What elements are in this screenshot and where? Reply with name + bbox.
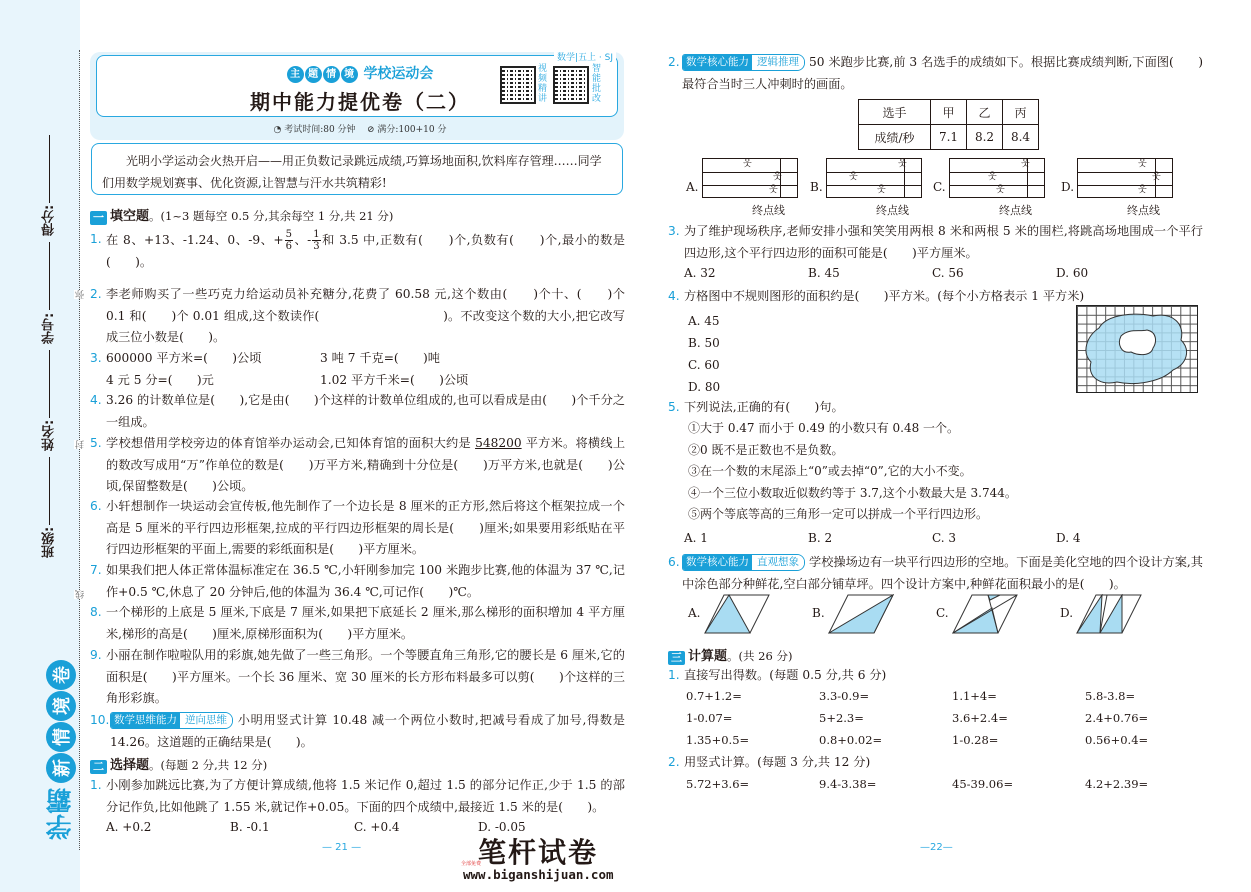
calc-row — [686, 689, 1218, 703]
option-b[interactable]: B. 50 — [688, 336, 720, 350]
runner-icon: 웃 — [1138, 159, 1147, 169]
watermark: 全部免费 笔杆试卷 www.biganshijuan.com — [461, 836, 614, 882]
statements-2-5 — [688, 418, 1017, 526]
calc-item: 3.6+2.4= — [952, 711, 1008, 725]
options-2-3 — [684, 266, 1180, 280]
qr-code-grading[interactable] — [553, 66, 589, 104]
student-info-fields — [40, 88, 59, 558]
bind-mark-xian: 线 — [76, 590, 86, 599]
question-2-1: 1. 小刚参加跳远比赛,为了方便计算成绩,他将 1.5 米记作 0,超过 1.5 的部分记作正,少于 1.5 的部分记作负,比如他跳了 1.55 米,就记作+0.05。下面的四个成绩中,最接近 1.5 米的是( )。 — [90, 778, 625, 814]
calc-item: 3.3-0.9= — [819, 689, 870, 703]
calc-row — [686, 711, 1218, 725]
bind-mark-feng: 封 — [76, 440, 86, 449]
calc-row — [686, 733, 1218, 747]
section-fill-blank: 一 填空题。(1~3 题每空 0.5 分,其余每空 1 分,共 21 分) — [90, 205, 393, 225]
theme-badge: 境 — [341, 66, 358, 83]
race-results-table: 选手 甲 乙 丙 成绩/秒 7.1 8.2 8.4 — [858, 99, 1039, 150]
runner-icon: 웃 — [773, 172, 782, 182]
question-1-5: 5. 学校想借用学校旁边的体育馆举办运动会,已知体育馆的面积大约是 548200 平方米。将横线上的数改写成用“万”作单位的数是( )万平方米,精确到十分位是( )万平方米,也就是( )公顷,保留整数是( )公顷。 — [90, 436, 625, 493]
brand-logo — [44, 660, 82, 860]
question-1-7: 7. 如果我们把人体正常体温标准定在 36.5 ℃,小轩刚参加完 100 米跑步比赛,他的体温为 37 ℃,记作+0.5 ℃,休息了 20 分钟后,他的体温为 36.4 ℃,可记作( )℃。 — [90, 563, 625, 599]
option-c[interactable]: C. 3 — [932, 531, 957, 545]
calc-item: 9.4-3.38= — [819, 777, 877, 791]
skill-tag: 数学核心能力 直观想象 — [682, 554, 805, 571]
section-title: 填空题 — [110, 209, 150, 224]
qr-label-grading: 智能批改 — [592, 64, 602, 104]
question-2-6: 6. 数学核心能力 直观想象 学校操场边有一块平行四边形的空地。下面是美化空地的四个设计方案,其中涂色部分种鲜花,空白部分铺草坪。四个设计方案中,种鲜花面积最小的是( )。 — [668, 555, 1203, 591]
name-field[interactable]: 姓名: — [40, 350, 59, 451]
runner-icon: 웃 — [996, 185, 1005, 195]
brand-pill: 情 — [46, 722, 76, 752]
section-calculation: 三 计算题。(共 26 分) — [668, 645, 792, 665]
brand-pill: 新 — [46, 753, 76, 783]
calc-item: 0.7+1.2= — [686, 689, 742, 703]
section-title: 计算题 — [688, 649, 728, 664]
question-1-6: 6. 小轩想制作一块运动会宣传板,他先制作了一个边长是 8 厘米的正方形,然后将这个框架拉成一个高是 5 厘米的平行四边形框架,拉成的平行四边形框架的周长是( )厘米;如果要用彩纸贴在平行四边形框架的平面上,需要的彩纸面积是( )平方厘米。 — [90, 499, 625, 556]
option-c[interactable]: C. +0.4 — [354, 820, 400, 834]
subject-tag: 数学|五上 · SJ — [554, 50, 616, 63]
skill-tag: 数学思维能力 逆向思维 — [110, 712, 233, 729]
statement: ④一个三位小数取近似数约等于 3.7,这个小数最大是 3.744。 — [688, 485, 1017, 500]
runner-icon: 웃 — [1021, 159, 1030, 169]
question-2-2: 2. 数学核心能力 逻辑推理 50 米跑步比赛,前 3 名选手的成绩如下。根据比赛成绩判断,下面图( )最符合当时三人冲刺时的画面。 — [668, 55, 1203, 91]
theme-badge: 主 — [287, 66, 304, 83]
calc-item: 1.35+0.5= — [686, 733, 750, 747]
question-1-8: 8. 一个梯形的上底是 5 厘米,下底是 7 厘米,如果把下底延长 2 厘米,那么梯形的面积增加 4 平方厘米,梯形的高是( )厘米,原梯形面积为( )平方厘米。 — [90, 605, 625, 641]
bind-mark-mi: 弥 — [76, 290, 86, 299]
fraction: $\frac{5}{6}$ — [285, 229, 292, 252]
question-3-1: 1. 直接写出得数。(每题 0.5 分,共 6 分) — [668, 668, 887, 682]
question-1-4: 4. 3.26 的计数单位是( ),它是由( )个这样的计数单位组成的,也可以看成是由( )个千分之一组成。 — [90, 393, 625, 429]
option-a[interactable]: A. 32 — [684, 266, 716, 280]
runner-icon: 웃 — [877, 185, 886, 195]
question-1-2: 2. 李老师购买了一些巧克力给运动员补充糖分,花费了 60.58 元,这个数由( )个十、( )个 0.1 和( )个 0.01 组成,这个数读作( )。不改变这个数的大小,把它改写成三位小数是( )。 — [90, 287, 625, 344]
qr-label-video: 视频精讲 — [538, 64, 548, 104]
theme-badge: 题 — [305, 66, 322, 83]
exam-meta — [90, 122, 630, 135]
question-2-5: 5. 下列说法,正确的有( )句。 — [668, 400, 844, 414]
theme-title: 学校运动会 — [363, 66, 434, 82]
calc-item: 0.8+0.02= — [819, 733, 883, 747]
vertical-calc-row — [686, 777, 1218, 791]
calc-item: 45-39.06= — [952, 777, 1014, 791]
calc-item: 2.4+0.76= — [1085, 711, 1149, 725]
calc-item: 1-0.28= — [952, 733, 999, 747]
statement: ③在一个数的末尾添上“0”或去掉“0”,它的大小不变。 — [688, 464, 972, 478]
irregular-shape-grid — [1076, 305, 1198, 393]
options-2-1 — [106, 820, 602, 834]
statement: ⑤两个等底等高的三角形一定可以拼成一个平行四边形。 — [688, 507, 989, 521]
question-1-10: 10. 数学思维能力 逆向思维 小明用竖式计算 10.48 减一个两位小数时,把减号看成了加号,得数是 14.26。这道题的正确结果是( )。 — [90, 713, 625, 749]
statement: ②0 既不是正数也不是负数。 — [688, 442, 844, 457]
page-number-right: —22— — [920, 842, 953, 853]
fraction: $\frac{1}{3}$ — [313, 229, 320, 252]
option-a[interactable]: A. 45 — [688, 314, 720, 328]
calc-item: 5.72+3.6= — [686, 777, 750, 791]
question-2-3: 3. 为了维护现场秩序,老师安排小强和笑笑用两根 8 米和两根 5 米的围栏,将跳高场地围成一个平行四边形,这个平行四边形的面积可能是( )平方厘米。 — [668, 224, 1203, 260]
runner-icon: 웃 — [743, 159, 752, 169]
question-2-4: 4. 方格图中不规则图形的面积约是( )平方米。(每个小方格表示 1 平方米) — [668, 289, 1085, 303]
option-b[interactable]: B. 45 — [808, 266, 840, 280]
section-title: 选择题 — [110, 758, 150, 773]
calc-item: 0.56+0.4= — [1085, 733, 1149, 747]
page-title: 期中能力提优卷（二） — [250, 90, 470, 114]
theme-line — [90, 63, 630, 83]
option-a[interactable]: A. +0.2 — [106, 820, 152, 834]
intro-box: 光明小学运动会火热开启——用正负数记录跳远成绩,巧算场地面积,饮料库存管理……同学们用数学规划赛事、优化资源,让智慧与汗水共筑精彩! — [91, 143, 623, 195]
brand-name: 学霸 — [46, 788, 76, 840]
option-c[interactable]: C. 56 — [932, 266, 964, 280]
brand-pill: 境 — [46, 691, 76, 721]
runner-icon: 웃 — [988, 172, 997, 182]
question-3-2: 2. 用竖式计算。(每题 3 分,共 12 分) — [668, 755, 871, 769]
option-d[interactable]: D. 80 — [688, 380, 721, 394]
calc-item: 5.8-3.8= — [1085, 689, 1136, 703]
question-1-1: 1. 在 8、+13、-1.24、0、-9、+ $\frac{5}{6}$ 、- $\frac{1}{3}$ 和 3.5 中,正数有( )个,负数有( )个,最小的数是( )。 — [90, 229, 625, 269]
calc-item: 4.2+2.39= — [1085, 777, 1149, 791]
runner-icon: 웃 — [1138, 185, 1147, 195]
brand-pill: 卷 — [46, 660, 76, 690]
question-1-9: 9. 小丽在制作啦啦队用的彩旗,她先做了一些三角形。一个等腰直角三角形,它的腰长是 6 厘米,它的面积是( )平方厘米。一个长 36 厘米、宽 30 厘米的长方形布料最多可以剪( )个这样的三角形彩旗。 — [90, 648, 625, 705]
options-2-4 — [688, 310, 720, 398]
full-score: ⊘ 满分:100+10 分 — [367, 125, 447, 135]
class-field[interactable]: 班级: — [40, 457, 59, 558]
runner-icon: 웃 — [898, 159, 907, 169]
qr-code-video[interactable] — [500, 66, 536, 104]
score-field[interactable]: 得分: — [40, 135, 59, 236]
exam-time: ◔ 考试时间:80 分钟 — [273, 125, 356, 135]
calc-item: 1-0.07= — [686, 711, 733, 725]
section-multiple-choice: 二 选择题。(每题 2 分,共 12 分) — [90, 754, 267, 774]
runner-icon: 웃 — [769, 185, 778, 195]
option-d[interactable]: D. -0.05 — [478, 820, 526, 834]
option-c[interactable]: C. 60 — [688, 358, 720, 372]
page-number-left: — 21 — — [322, 842, 362, 853]
option-d[interactable]: D. 4 — [1056, 531, 1081, 545]
statement: ①大于 0.47 而小于 0.49 的小数只有 0.48 一个。 — [688, 421, 960, 435]
calc-item: 5+2.3= — [819, 711, 864, 725]
option-d[interactable]: D. 60 — [1056, 266, 1089, 280]
options-2-5 — [684, 531, 1180, 545]
question-1-3: 3. 600000 平方米=( )公顷 3 吨 7 千克=( )吨 4 元 5 分=( )元 1.02 平方千米=( )公顷 — [90, 351, 469, 387]
skill-tag: 数学核心能力 逻辑推理 — [682, 54, 805, 71]
theme-badge: 情 — [323, 66, 340, 83]
student-id-field[interactable]: 学号: — [40, 242, 59, 343]
runner-icon: 웃 — [849, 172, 858, 182]
calc-item: 1.1+4= — [952, 689, 997, 703]
option-a[interactable]: A. 1 — [684, 531, 708, 545]
option-b[interactable]: B. 2 — [808, 531, 833, 545]
option-b[interactable]: B. -0.1 — [230, 820, 270, 834]
runner-icon: 웃 — [1152, 172, 1161, 182]
